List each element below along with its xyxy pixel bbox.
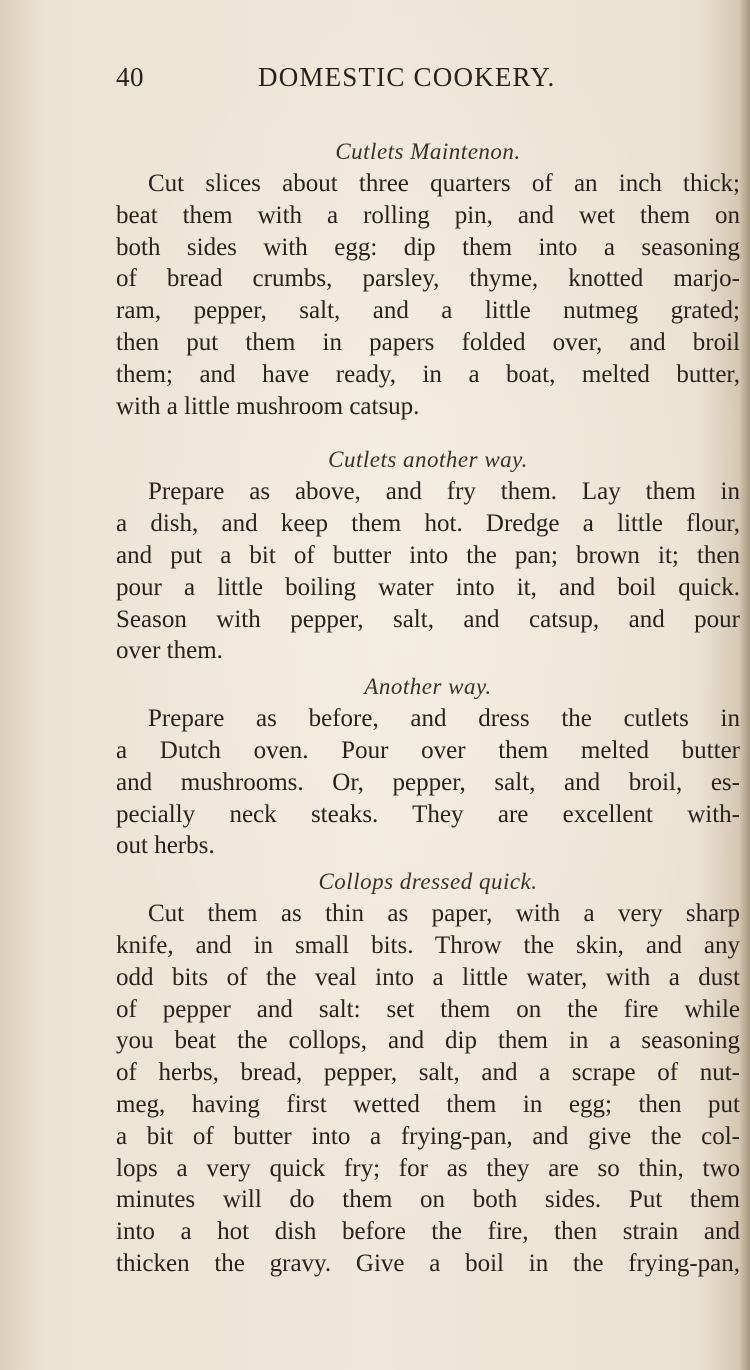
- text-line: a Dutch oven. Pour over them melted butter: [116, 736, 740, 764]
- text-line: Prepare as before, and dress the cutlets in: [148, 705, 740, 733]
- text-line: and put a bit of butter into the pan; brown it; then: [116, 541, 740, 569]
- section-heading: Cutlets Maintenon.: [335, 139, 521, 164]
- text-block: [116, 136, 740, 1280]
- text-line: a bit of butter into a frying-pan, and give the col-: [116, 1122, 740, 1150]
- text-line: a dish, and keep them hot. Dredge a little flour,: [116, 510, 740, 538]
- text-line: over them.: [116, 637, 223, 665]
- text-line: then put them in papers folded over, and broil: [116, 328, 740, 356]
- text-line: them; and have ready, in a boat, melted butter,: [116, 360, 740, 388]
- text-line: of herbs, bread, pepper, salt, and a scrape of nut-: [116, 1059, 740, 1087]
- text-line: of pepper and salt: set them on the fire while: [116, 995, 740, 1023]
- text-line: minutes will do them on both sides. Put them: [116, 1186, 740, 1214]
- text-line: Cut them as thin as paper, with a very sharp: [148, 900, 740, 928]
- text-line: odd bits of the veal into a little water, with a dust: [116, 963, 740, 991]
- text-line: beat them with a rolling pin, and wet them on: [116, 201, 740, 229]
- text-line: Prepare as above, and fry them. Lay them in: [148, 478, 740, 506]
- text-line: lops a very quick fry; for as they are so thin, two: [116, 1154, 740, 1182]
- page-header: [116, 62, 602, 102]
- section-heading: Another way.: [364, 674, 492, 700]
- text-line: thicken the gravy. Give a boil in the frying-pan,: [116, 1249, 740, 1277]
- running-head: DOMESTIC COOKERY.: [258, 62, 556, 92]
- text-line: pecially neck steaks. They are excellent with-: [116, 800, 740, 828]
- text-line: meg, having first wetted them in egg; then put: [116, 1090, 740, 1118]
- text-line: Cut slices about three quarters of an inch thick;: [148, 170, 740, 197]
- text-line: into a hot dish before the fire, then strain and: [116, 1218, 740, 1246]
- page-number: 40: [116, 62, 144, 92]
- text-line: with a little mushroom catsup.: [116, 392, 420, 420]
- text-line: knife, and in small bits. Throw the skin, and any: [116, 931, 740, 959]
- text-line: of bread crumbs, parsley, thyme, knotted marjo-: [116, 265, 740, 293]
- text-line: pour a little boiling water into it, and boil quick.: [116, 573, 740, 601]
- text-line: Season with pepper, salt, and catsup, and pour: [116, 605, 740, 633]
- section-heading: Cutlets another way.: [328, 447, 528, 473]
- text-line: out herbs.: [116, 832, 215, 860]
- text-line: both sides with egg: dip them into a seasoning: [116, 233, 740, 261]
- text-line: you beat the collops, and dip them in a seasoning: [116, 1027, 740, 1055]
- text-line: and mushrooms. Or, pepper, salt, and broil, es-: [116, 768, 740, 796]
- text-line: ram, pepper, salt, and a little nutmeg grated;: [116, 297, 740, 325]
- section-heading: Collops dressed quick.: [318, 869, 538, 895]
